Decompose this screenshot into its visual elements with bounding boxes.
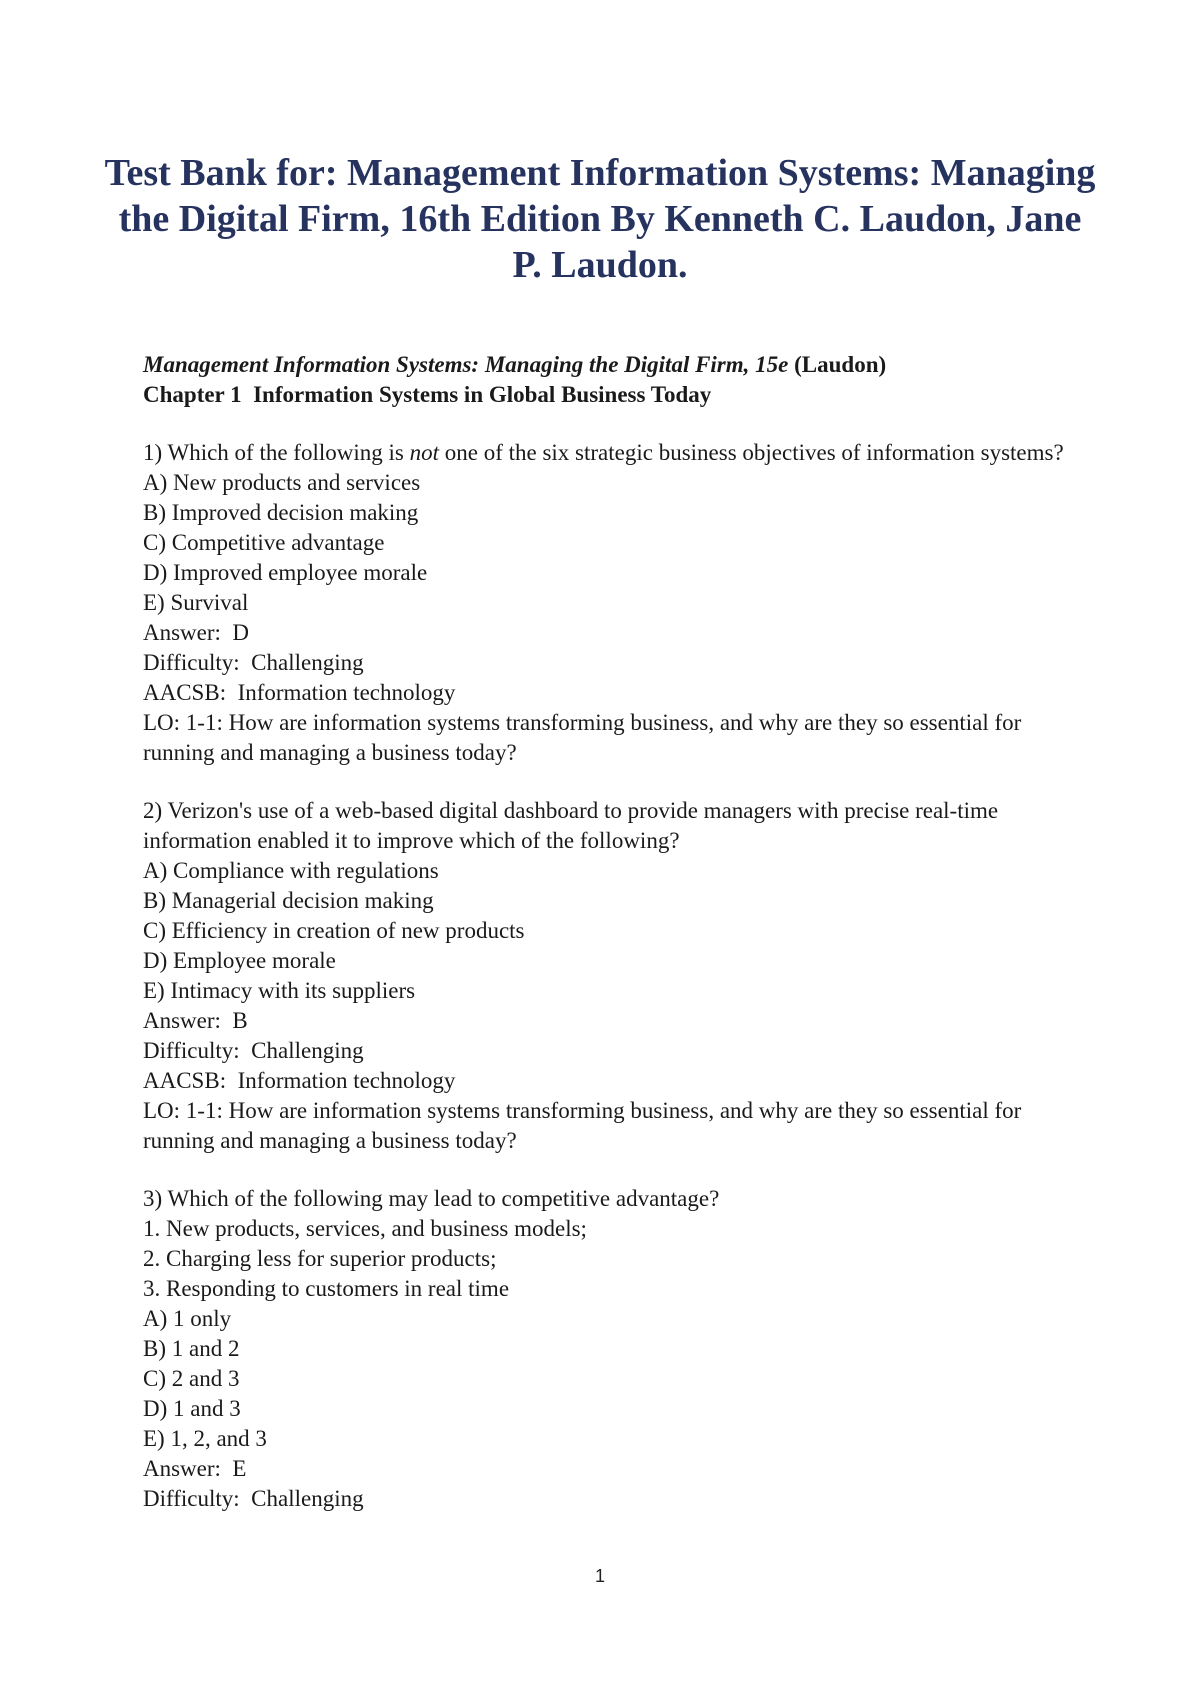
question-3-item-3: 3. Responding to customers in real time: [143, 1276, 510, 1301]
question-1-stem-start: 1) Which of the following is: [143, 440, 410, 465]
question-3-item-1: 1. New products, services, and business models;: [143, 1216, 587, 1241]
question-2-option-a: A) Compliance with regulations: [143, 858, 439, 883]
question-2-learning-objective: LO: 1-1: How are information systems transforming business, and why are they so essential for running and managing a business today?: [143, 1098, 1022, 1153]
question-1-difficulty: Difficulty: Challenging: [143, 650, 364, 675]
question-2-option-e: E) Intimacy with its suppliers: [143, 978, 416, 1003]
question-3-answer: Answer: E: [143, 1456, 247, 1481]
question-2-option-d: D) Employee morale: [143, 948, 336, 973]
question-2-difficulty: Difficulty: Challenging: [143, 1038, 364, 1063]
source-line: [143, 350, 1083, 380]
question-3-item-2: 2. Charging less for superior products;: [143, 1246, 497, 1271]
question-2: [143, 796, 1083, 1156]
document-body: [143, 350, 1083, 1514]
question-3-difficulty: Difficulty: Challenging: [143, 1486, 364, 1511]
question-3-stem: 3) Which of the following may lead to competitive advantage?: [143, 1186, 720, 1211]
question-1-stem: [143, 438, 1083, 468]
question-1-option-b: B) Improved decision making: [143, 500, 419, 525]
question-2-option-b: B) Managerial decision making: [143, 888, 434, 913]
question-2-stem: 2) Verizon's use of a web-based digital dashboard to provide managers with precise real-time information enabled it to improve which of the following?: [143, 798, 999, 853]
page-number: 1: [594, 1566, 605, 1586]
question-1-stem-end: one of the six strategic business objectives of information systems?: [438, 440, 1064, 465]
question-1-learning-objective: LO: 1-1: How are information systems transforming business, and why are they so essential for running and managing a business today?: [143, 710, 1022, 765]
question-3: [143, 1184, 1083, 1514]
question-2-option-c: C) Efficiency in creation of new products: [143, 918, 525, 943]
question-1-option-e: E) Survival: [143, 590, 249, 615]
question-1-stem-emphasis: not: [409, 440, 439, 465]
document-title: Test Bank for: Management Information Systems: Managing the Digital Firm, 16th Edition By Kenneth C. Laudon, Jane P. Laudon.: [104, 152, 1096, 286]
question-1-option-c: C) Competitive advantage: [143, 530, 385, 555]
question-1: [143, 438, 1083, 768]
question-2-answer: Answer: B: [143, 1008, 248, 1033]
question-3-option-d: D) 1 and 3: [143, 1396, 241, 1421]
chapter-heading: Chapter 1 Information Systems in Global Business Today: [143, 382, 712, 407]
question-1-option-a: A) New products and services: [143, 470, 421, 495]
source-book-title: Management Information Systems: Managing the Digital Firm, 15e: [143, 352, 789, 377]
question-1-option-d: D) Improved employee morale: [143, 560, 428, 585]
question-2-aacsb: AACSB: Information technology: [143, 1068, 456, 1093]
question-3-option-b: B) 1 and 2: [143, 1336, 240, 1361]
question-3-option-c: C) 2 and 3: [143, 1366, 240, 1391]
question-1-aacsb: AACSB: Information technology: [143, 680, 456, 705]
source-author: (Laudon): [794, 352, 887, 377]
question-3-option-e: E) 1, 2, and 3: [143, 1426, 267, 1451]
question-1-answer: Answer: D: [143, 620, 250, 645]
question-3-option-a: A) 1 only: [143, 1306, 232, 1331]
